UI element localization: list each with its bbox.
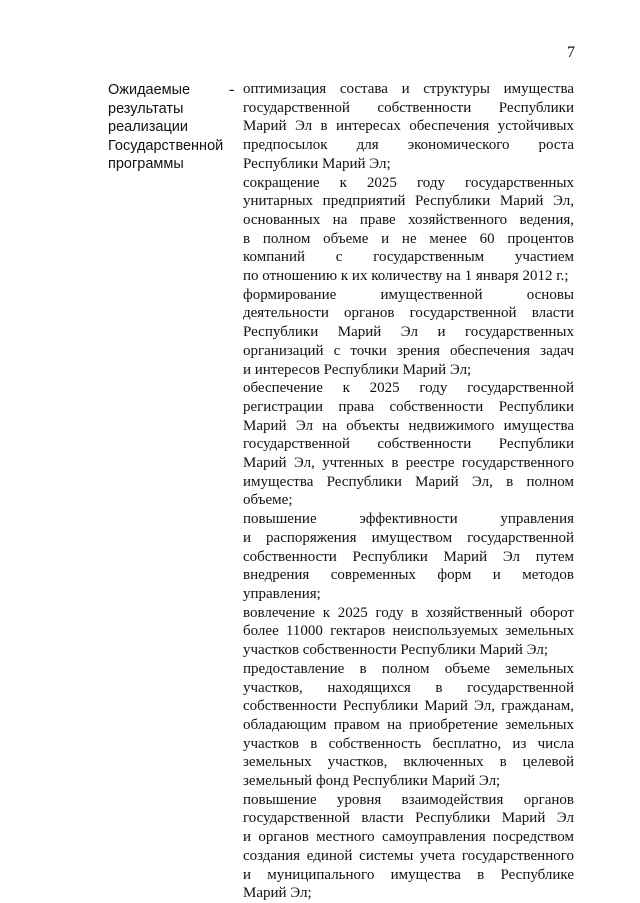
- section-label-line: Государственной: [108, 137, 224, 154]
- text-line: Марий Эл, учтенных в реестре государственного: [243, 455, 574, 472]
- text-line: компаний с государственным участием: [243, 249, 574, 266]
- text-line: и распоряжения имуществом государственной: [243, 529, 574, 546]
- page-number: 7: [567, 44, 575, 61]
- text-line: Марий Эл в интересах обеспечения устойчивых: [243, 118, 574, 135]
- text-line: регистрации права собственности Республики: [243, 398, 574, 415]
- text-line: внедрения современных форм и методов: [243, 567, 574, 584]
- text-line: повышение уровня взаимодействия органов: [243, 791, 574, 808]
- text-line: организаций с точки зрения обеспечения задач: [243, 342, 574, 359]
- text-line: земельных участков, включенных в целевой: [243, 754, 574, 771]
- text-line: и органов местного самоуправления посредством: [243, 829, 574, 846]
- text-line: обладающим правом на приобретение земельных: [243, 716, 574, 733]
- text-line: государственной собственности Республики: [243, 436, 574, 453]
- separator-dash: -: [229, 81, 235, 98]
- text-line: предоставление в полном объеме земельных: [243, 660, 574, 677]
- text-line: государственной власти Республики Марий Эл: [243, 810, 574, 827]
- text-line: земельный фонд Республики Марий Эл;: [243, 773, 501, 790]
- text-line: унитарных предприятий Республики Марий Эл,: [243, 193, 574, 210]
- text-line: Марий Эл на объекты недвижимого имущества: [243, 417, 574, 434]
- text-line: государственной собственности Республики: [243, 99, 574, 116]
- text-line: собственности Республики Марий Эл путем: [243, 548, 574, 565]
- text-line: деятельности органов государственной власти: [243, 305, 574, 322]
- text-line: собственности Республики Марий Эл, гражданам,: [243, 698, 574, 715]
- text-line: сокращение к 2025 году государственных: [243, 174, 574, 191]
- text-line: в полном объеме и не менее 60 процентов: [243, 230, 574, 247]
- text-line: и интересов Республики Марий Эл;: [243, 361, 472, 378]
- text-line: вовлечение к 2025 году в хозяйственный оборот: [243, 604, 574, 621]
- results-text: [243, 80, 574, 903]
- text-line: Марий Эл;: [243, 885, 312, 902]
- section-label: [108, 81, 226, 174]
- text-line: имущества Республики Марий Эл, в полном: [243, 473, 574, 490]
- text-line: повышение эффективности управления: [243, 511, 574, 528]
- text-line: Республики Марий Эл и государственных: [243, 324, 574, 341]
- text-line: предпосылок для экономического роста: [243, 137, 574, 154]
- text-line: участков, находящихся в государственной: [243, 679, 574, 696]
- text-line: и муниципального имущества в Республике: [243, 866, 574, 883]
- text-line: обеспечение к 2025 году государственной: [243, 380, 574, 397]
- section-label-line: программы: [108, 156, 184, 172]
- section-label-line: реализации: [108, 119, 188, 135]
- text-line: основанных на праве хозяйственного ведения,: [243, 211, 574, 228]
- text-line: формирование имущественной основы: [243, 286, 574, 303]
- text-line: более 11000 гектаров неиспользуемых земельных: [243, 623, 574, 640]
- text-line: Республики Марий Эл;: [243, 155, 391, 172]
- text-line: объеме;: [243, 492, 293, 509]
- section-label-line: Ожидаемые: [108, 82, 191, 98]
- text-line: участков в собственность бесплатно, из числа: [243, 735, 574, 752]
- text-line: участков собственности Республики Марий Эл;: [243, 642, 549, 659]
- text-line: оптимизация состава и структуры имущества: [243, 81, 574, 97]
- text-line: по отношению к их количеству на 1 января 2012 г.;: [243, 268, 569, 285]
- section-label-line: результаты: [108, 100, 184, 117]
- text-line: создания единой системы учета государственного: [243, 847, 574, 864]
- text-line: управления;: [243, 585, 321, 602]
